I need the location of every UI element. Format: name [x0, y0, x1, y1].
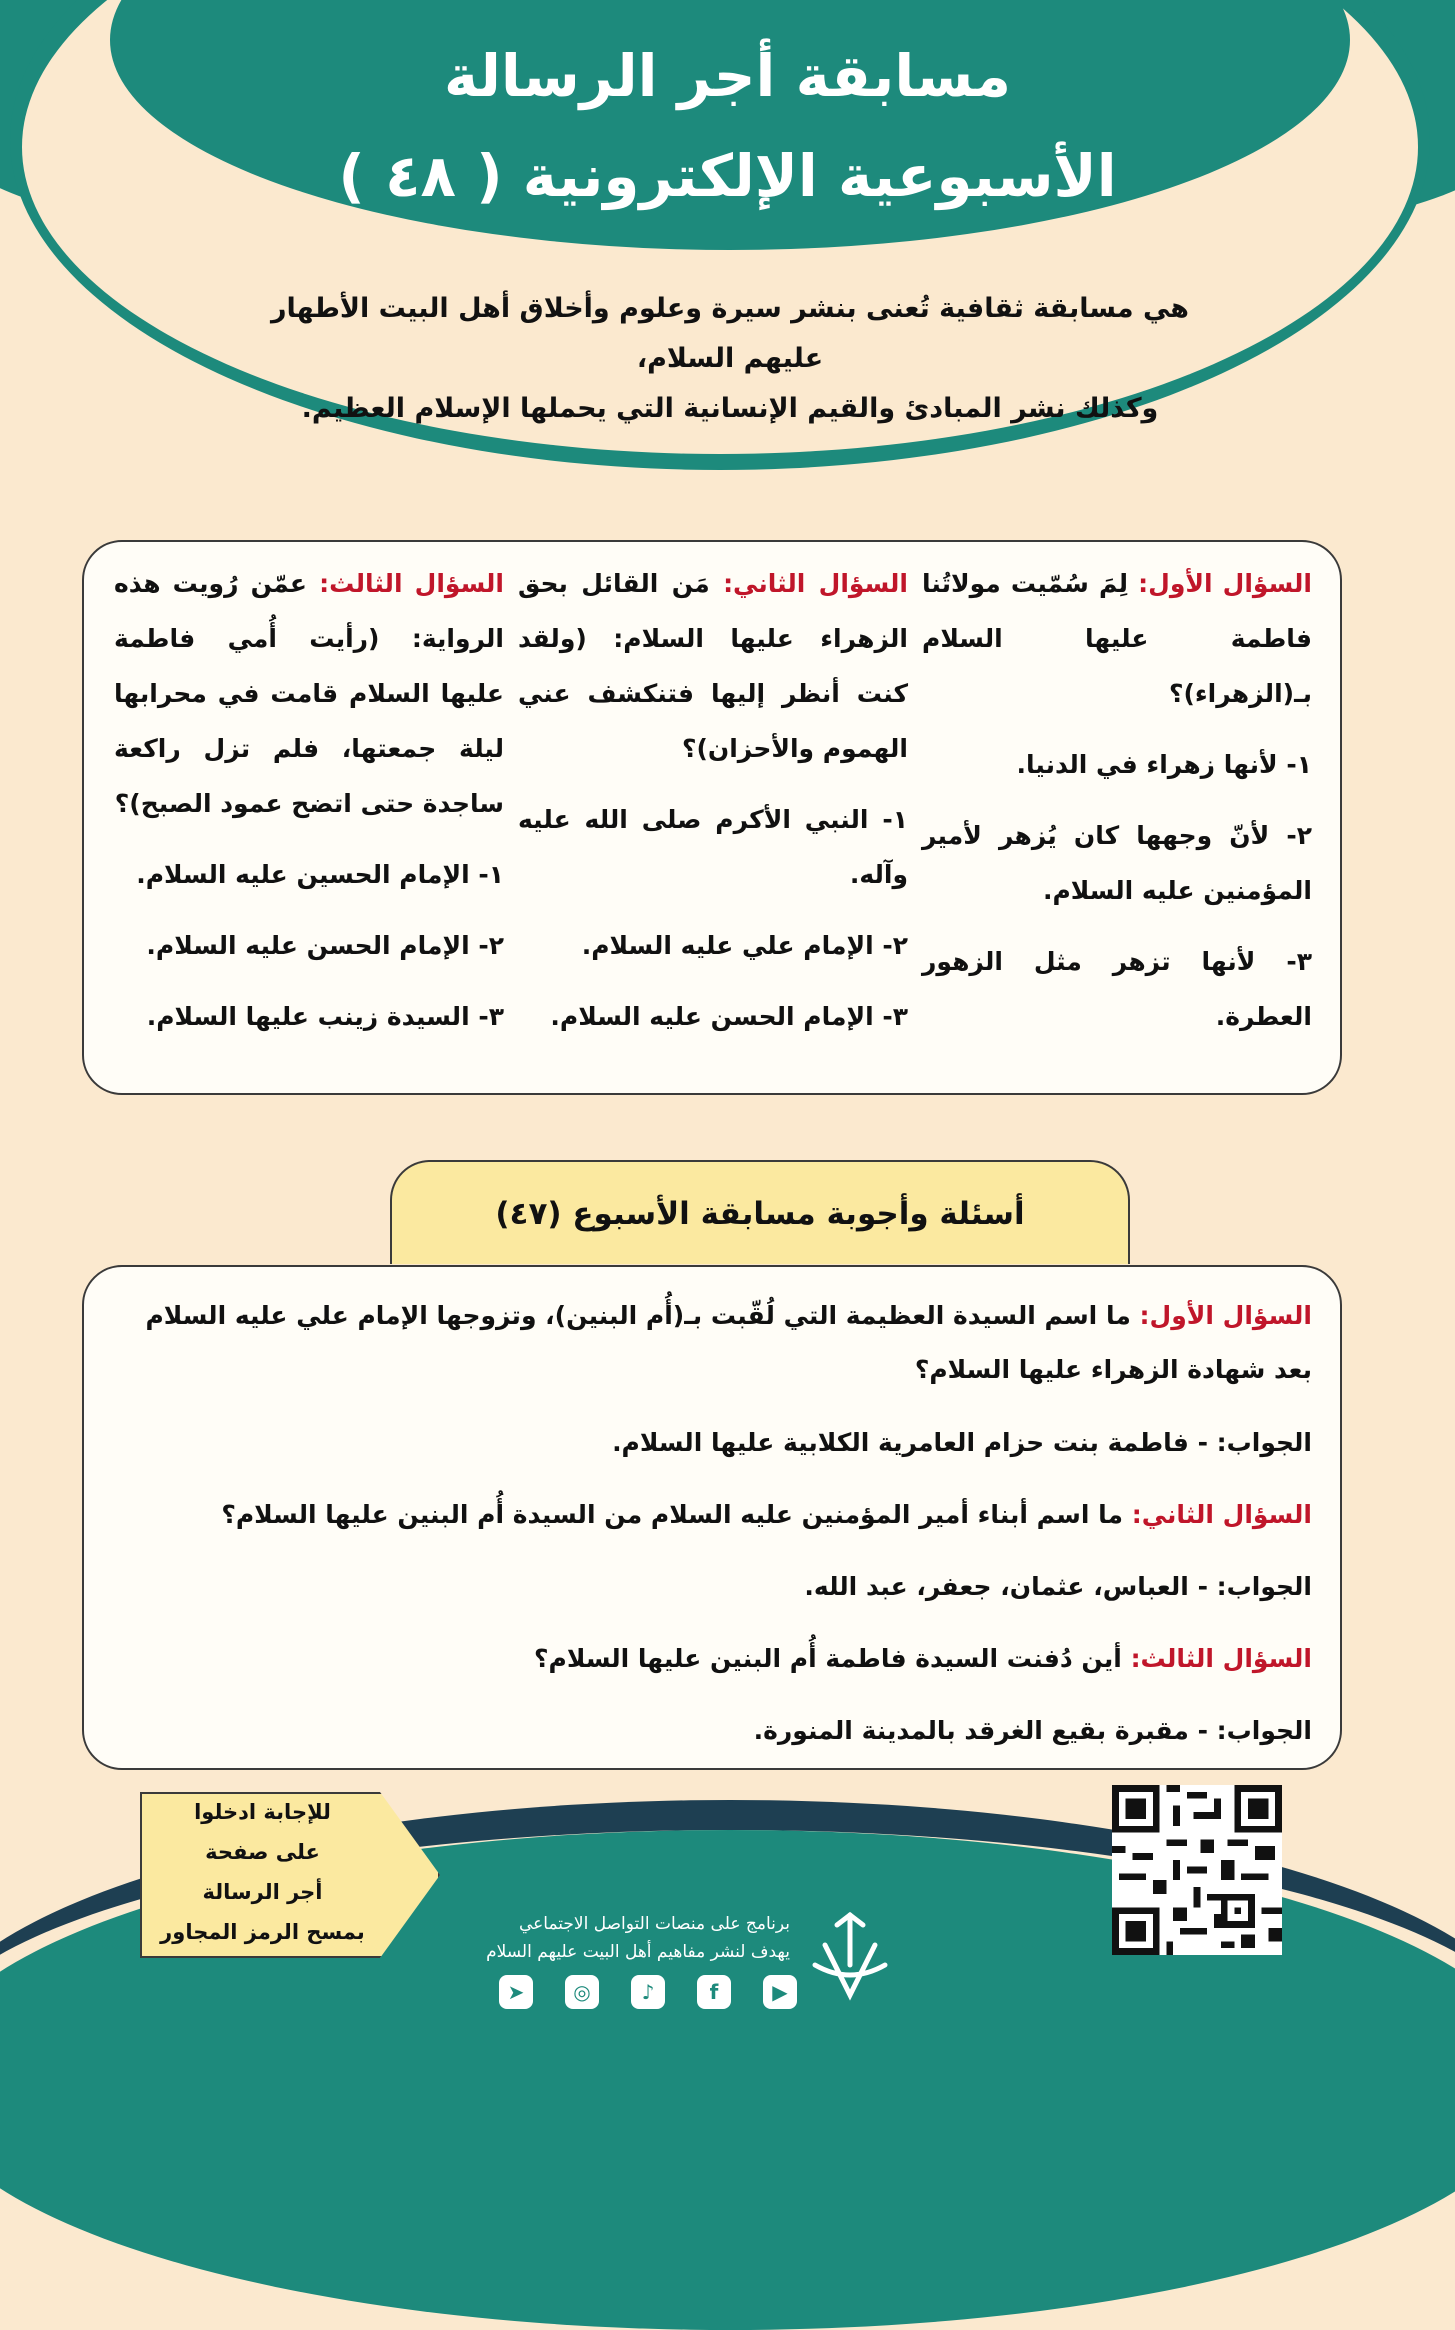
question-1-option-2: ٢- لأنّ وجهها كان يُزهر لأمير المؤمنين عليه السلام.: [922, 821, 1312, 905]
questions-card: [82, 540, 1342, 1095]
scan-instructions: [140, 1792, 385, 1952]
logo-icon: [805, 1905, 895, 2015]
answer-question-2-text: ما اسم أبناء أمير المؤمنين عليه السلام من السيدة أُم البنين عليها السلام؟: [221, 1500, 1124, 1529]
answers-card: [82, 1265, 1342, 1770]
page-title-line1: مسابقة أجر الرسالة: [443, 42, 1012, 110]
answer-question-1-label: السؤال الأول:: [1139, 1301, 1312, 1330]
question-1-text: لِمَ سُمّيت مولاتُنا فاطمة عليها السلام بـ(الزهراء)؟: [922, 569, 1312, 708]
question-2-text: مَن القائل بحق الزهراء عليها السلام: (ولقد كنت أنظر إليها فتنكشف عني الهموم والأحزان)؟: [518, 569, 908, 763]
instagram-icon[interactable]: ◎: [565, 1975, 599, 2009]
question-1-option-3: ٣- لأنها تزهر مثل الزهور العطرة.: [922, 947, 1312, 1031]
question-3: [114, 556, 504, 1044]
intro-text: [230, 284, 1230, 434]
question-3-option-3: ٣- السيدة زينب عليها السلام.: [146, 1002, 504, 1031]
facebook-icon[interactable]: f: [697, 1975, 731, 2009]
scan-line-2: على صفحة: [205, 1840, 320, 1864]
answer-question-3: [112, 1623, 1312, 1695]
qr-code[interactable]: [1112, 1785, 1282, 1955]
answer-question-1: [112, 1289, 1312, 1397]
answer-2: الجواب: - العباس، عثمان، جعفر، عبد الله.: [804, 1572, 1312, 1601]
answer-question-2-label: السؤال الثاني:: [1131, 1500, 1312, 1529]
intro-line-2: وكذلك نشر المبادئ والقيم الإنسانية التي يحملها الإسلام العظيم.: [301, 393, 1159, 424]
program-line-1: برنامج على منصات التواصل الاجتماعي: [518, 1914, 790, 1934]
scan-line-3: أجر الرسالة: [202, 1880, 323, 1904]
answer-3: الجواب: - مقبرة بقيع الغرقد بالمدينة المنورة.: [753, 1716, 1312, 1745]
question-3-label: السؤال الثالث:: [319, 569, 504, 598]
question-1: [922, 556, 1312, 1044]
intro-line-1: هي مسابقة ثقافية تُعنى بنشر سيرة وعلوم وأخلاق أهل البيت الأطهار عليهم السلام،: [270, 293, 1190, 374]
question-2-label: السؤال الثاني:: [723, 569, 908, 598]
question-3-option-2: ٢- الإمام الحسن عليه السلام.: [146, 931, 504, 960]
question-1-option-1: ١- لأنها زهراء في الدنيا.: [1016, 750, 1312, 779]
answer-question-3-label: السؤال الثالث:: [1130, 1644, 1312, 1673]
question-2-option-3: ٣- الإمام الحسن عليه السلام.: [550, 1002, 908, 1031]
question-2-option-1: ١- النبي الأكرم صلى الله عليه وآله.: [518, 805, 908, 889]
tiktok-icon[interactable]: ♪: [631, 1975, 665, 2009]
scan-line-4: بمسح الرمز المجاور: [160, 1920, 365, 1944]
youtube-icon[interactable]: ▶: [763, 1975, 797, 2009]
question-2-option-2: ٢- الإمام علي عليه السلام.: [581, 931, 908, 960]
program-description: [470, 1910, 790, 1966]
answer-1: الجواب: - فاطمة بنت حزام العامرية الكلابية عليها السلام.: [612, 1428, 1312, 1457]
question-1-label: السؤال الأول:: [1138, 569, 1312, 598]
question-2: [518, 556, 908, 1044]
question-3-option-1: ١- الإمام الحسين عليه السلام.: [136, 860, 504, 889]
program-line-2: يهدف لنشر مفاهيم أهل البيت عليهم السلام: [486, 1942, 790, 1962]
telegram-icon[interactable]: ➤: [499, 1975, 533, 2009]
question-3-text: عمّن رُويت هذه الرواية: (رأيت أُمي فاطمة عليها السلام قامت في محرابها ليلة جمعتها، فلم تزل راكعة ساجدة حتى اتضح عمود الصبح)؟: [114, 569, 504, 818]
page-title-line2: الأسبوعية الإلكترونية ( ٤٨ ): [338, 142, 1117, 210]
answer-question-2: [112, 1479, 1312, 1551]
answer-question-3-text: أين دُفنت السيدة فاطمة أُم البنين عليها السلام؟: [534, 1644, 1122, 1673]
scan-line-1: للإجابة ادخلوا: [194, 1800, 331, 1824]
answers-tab-title: أسئلة وأجوبة مسابقة الأسبوع (٤٧): [390, 1160, 1130, 1264]
answer-question-1-text: ما اسم السيدة العظيمة التي لُقّبت بـ(أُم البنين)، وتزوجها الإمام علي عليه السلام بعد شهادة الزهراء عليها السلام؟: [145, 1301, 1312, 1384]
